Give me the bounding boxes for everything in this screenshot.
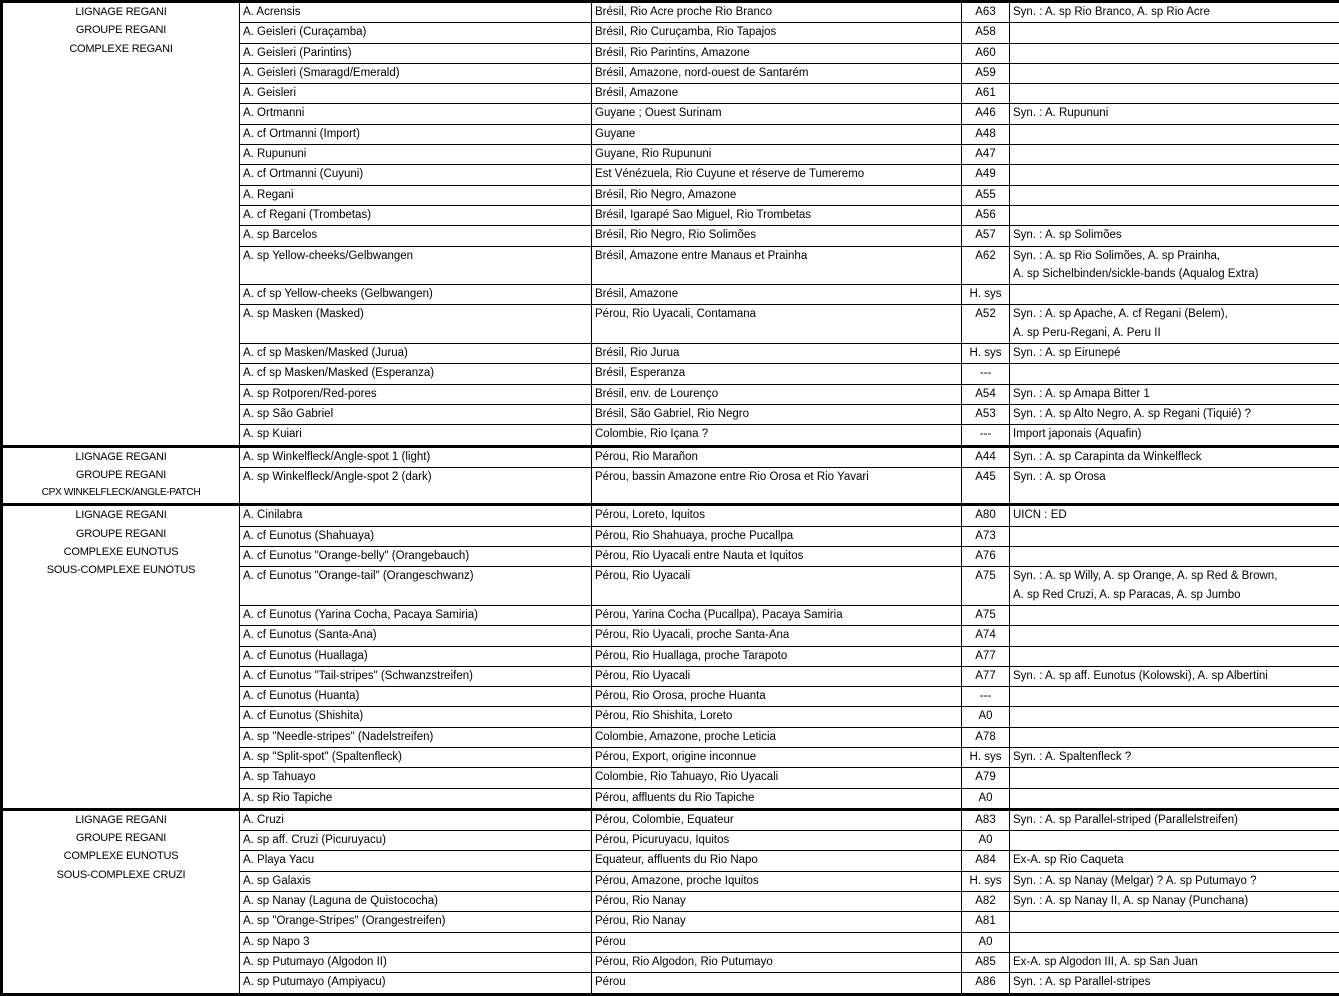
group-label-cell-cpx-winkelfleck	[2, 446, 240, 505]
origin-cell: Brésil, env. de Lourenço	[592, 384, 962, 404]
code-cell: A78	[962, 727, 1010, 747]
notes-cell	[1010, 687, 1339, 707]
notes-cell	[1010, 809, 1339, 830]
origin-cell: Brésil, Amazone	[592, 285, 962, 305]
species-name-cell: A. Ortmanni	[240, 104, 592, 124]
origin-cell: Pérou, Rio Uyacali	[592, 666, 962, 686]
species-name-cell: A. sp Galaxis	[240, 871, 592, 891]
notes-cell	[1010, 305, 1339, 344]
origin-cell: Pérou, Rio Nanay	[592, 912, 962, 932]
species-name-cell: A. Geisleri	[240, 84, 592, 104]
code-cell: A59	[962, 63, 1010, 83]
group-line: LIGNAGE REGANI	[6, 811, 236, 829]
notes-cell	[1010, 727, 1339, 747]
origin-cell: Pérou, Rio Shahuaya, proche Pucallpa	[592, 526, 962, 546]
origin-cell: Pérou, Picuruyacu, Iquitos	[592, 831, 962, 851]
notes-cell	[1010, 952, 1339, 972]
code-cell: A58	[962, 23, 1010, 43]
notes-cell	[1010, 871, 1339, 891]
notes-cell	[1010, 892, 1339, 912]
origin-cell: Brésil, Rio Negro, Rio Solimões	[592, 226, 962, 246]
group-line: COMPLEXE EUNOTUS	[6, 847, 236, 865]
notes-cell	[1010, 23, 1339, 43]
note-line: Import japonais (Aquafin)	[1013, 425, 1336, 443]
species-name-cell: A. Regani	[240, 185, 592, 205]
notes-cell	[1010, 788, 1339, 809]
notes-cell	[1010, 344, 1339, 364]
species-name-cell: A. Acrensis	[240, 2, 592, 23]
code-cell: A56	[962, 205, 1010, 225]
notes-cell	[1010, 205, 1339, 225]
notes-cell	[1010, 165, 1339, 185]
origin-cell: Guyane ; Ouest Surinam	[592, 104, 962, 124]
species-name-cell: A. cf Ortmanni (Import)	[240, 124, 592, 144]
group-line: GROUPE REGANI	[6, 466, 236, 484]
note-line: Syn. : A. sp Nanay II, A. sp Nanay (Punchana)	[1013, 892, 1336, 910]
note-line: Syn. : A. sp Orosa	[1013, 468, 1336, 486]
group-line: LIGNAGE REGANI	[6, 506, 236, 524]
origin-cell: Pérou	[592, 973, 962, 994]
notes-cell	[1010, 707, 1339, 727]
species-name-cell: A. sp Rotporen/Red-pores	[240, 384, 592, 404]
species-name-cell: A. cf sp Masken/Masked (Jurua)	[240, 344, 592, 364]
note-line: A. sp Sichelbinden/sickle-bands (Aqualog Extra)	[1013, 265, 1336, 283]
notes-cell	[1010, 104, 1339, 124]
notes-cell	[1010, 226, 1339, 246]
notes-cell	[1010, 364, 1339, 384]
origin-cell: Pérou, Yarina Cocha (Pucallpa), Pacaya Samiria	[592, 605, 962, 625]
code-cell: A57	[962, 226, 1010, 246]
species-name-cell: A. sp Putumayo (Algodon II)	[240, 952, 592, 972]
code-cell: A45	[962, 467, 1010, 505]
code-cell: A48	[962, 124, 1010, 144]
code-cell: A83	[962, 809, 1010, 830]
notes-cell	[1010, 526, 1339, 546]
group-line: LIGNAGE REGANI	[6, 448, 236, 466]
group-line: COMPLEXE REGANI	[6, 40, 236, 58]
group-line: SOUS-COMPLEXE CRUZI	[6, 866, 236, 884]
note-line: Syn. : A. sp aff. Eunotus (Kolowski), A. sp Albertini	[1013, 667, 1336, 685]
notes-cell	[1010, 285, 1339, 305]
species-name-cell: A. sp Rio Tapiche	[240, 788, 592, 809]
group-line: GROUPE REGANI	[6, 21, 236, 39]
notes-cell	[1010, 666, 1339, 686]
code-cell: A0	[962, 831, 1010, 851]
note-line: Ex-A. sp Rio Caqueta	[1013, 851, 1336, 869]
note-line: Syn. : A. Rupununi	[1013, 104, 1336, 122]
notes-cell	[1010, 246, 1339, 285]
species-name-cell: A. cf Eunotus (Huanta)	[240, 687, 592, 707]
origin-cell: Pérou, Loreto, Iquitos	[592, 505, 962, 526]
origin-cell: Pérou, Rio Huallaga, proche Tarapoto	[592, 646, 962, 666]
species-name-cell: A. sp Masken (Masked)	[240, 305, 592, 344]
origin-cell: Pérou, Rio Uyacali	[592, 567, 962, 606]
code-cell: ---	[962, 687, 1010, 707]
note-line: A. sp Red Cruzi, A. sp Paracas, A. sp Jumbo	[1013, 586, 1336, 604]
species-name-cell: A. Geisleri (Smaragd/Emerald)	[240, 63, 592, 83]
note-line: Syn. : A. sp Solimões	[1013, 226, 1336, 244]
origin-cell: Pérou, Rio Uyacali, Contamana	[592, 305, 962, 344]
code-cell: ---	[962, 425, 1010, 446]
code-cell: A85	[962, 952, 1010, 972]
origin-cell: Guyane	[592, 124, 962, 144]
table-row	[2, 809, 1339, 830]
origin-cell: Guyane, Rio Rupununi	[592, 145, 962, 165]
code-cell: A53	[962, 404, 1010, 424]
species-name-cell: A. Cinilabra	[240, 505, 592, 526]
group-label-cell-complexe-regani	[2, 2, 240, 447]
species-name-cell: A. cf Eunotus (Shahuaya)	[240, 526, 592, 546]
code-cell: A77	[962, 666, 1010, 686]
note-line: UICN : ED	[1013, 506, 1336, 524]
notes-cell	[1010, 467, 1339, 505]
species-name-cell: A. cf Eunotus (Huallaga)	[240, 646, 592, 666]
table-row	[2, 505, 1339, 526]
group-line: SOUS-COMPLEXE EUNOTUS	[6, 561, 236, 579]
species-name-cell: A. cf Eunotus (Santa-Ana)	[240, 626, 592, 646]
table-row	[2, 446, 1339, 467]
table-row	[2, 2, 1339, 23]
origin-cell: Colombie, Rio Içana ?	[592, 425, 962, 446]
note-line: Syn. : A. Spaltenfleck ?	[1013, 748, 1336, 766]
species-name-cell: A. cf Eunotus (Yarina Cocha, Pacaya Samiria)	[240, 605, 592, 625]
origin-cell: Pérou	[592, 932, 962, 952]
note-line: Syn. : A. sp Parallel-stripes	[1013, 973, 1336, 991]
note-line: Syn. : A. sp Alto Negro, A. sp Regani (Tiquié) ?	[1013, 405, 1336, 423]
origin-cell: Pérou, Rio Algodon, Rio Putumayo	[592, 952, 962, 972]
origin-cell: Brésil, Esperanza	[592, 364, 962, 384]
origin-cell: Brésil, Amazone entre Manaus et Prainha	[592, 246, 962, 285]
group-line: LIGNAGE REGANI	[6, 3, 236, 21]
notes-cell	[1010, 768, 1339, 788]
origin-cell: Pérou, Rio Nanay	[592, 892, 962, 912]
notes-cell	[1010, 626, 1339, 646]
species-name-cell: A. Geisleri (Curaçamba)	[240, 23, 592, 43]
code-cell: A81	[962, 912, 1010, 932]
group-line: GROUPE REGANI	[6, 829, 236, 847]
notes-cell	[1010, 384, 1339, 404]
species-name-cell: A. sp "Split-spot" (Spaltenfleck)	[240, 747, 592, 767]
code-cell: A49	[962, 165, 1010, 185]
note-line: Syn. : A. sp Amapa Bitter 1	[1013, 385, 1336, 403]
species-name-cell: A. cf Eunotus "Orange-tail" (Orangeschwanz)	[240, 567, 592, 606]
origin-cell: Brésil, Rio Parintins, Amazone	[592, 43, 962, 63]
notes-cell	[1010, 567, 1339, 606]
code-cell: H. sys	[962, 344, 1010, 364]
notes-cell	[1010, 43, 1339, 63]
species-name-cell: A. cf sp Masken/Masked (Esperanza)	[240, 364, 592, 384]
group-line: GROUPE REGANI	[6, 525, 236, 543]
code-cell: H. sys	[962, 871, 1010, 891]
notes-cell	[1010, 2, 1339, 23]
code-cell: A62	[962, 246, 1010, 285]
species-name-cell: A. sp Barcelos	[240, 226, 592, 246]
notes-cell	[1010, 831, 1339, 851]
code-cell: H. sys	[962, 285, 1010, 305]
notes-cell	[1010, 185, 1339, 205]
table-body	[2, 2, 1339, 995]
species-name-cell: A. Rupununi	[240, 145, 592, 165]
origin-cell: Brésil, Igarapé Sao Miguel, Rio Trombetas	[592, 205, 962, 225]
origin-cell: Brésil, Rio Jurua	[592, 344, 962, 364]
notes-cell	[1010, 124, 1339, 144]
code-cell: A74	[962, 626, 1010, 646]
species-name-cell: A. sp Tahuayo	[240, 768, 592, 788]
origin-cell: Pérou, Rio Uyacali entre Nauta et Iquitos	[592, 547, 962, 567]
species-name-cell: A. Geisleri (Parintins)	[240, 43, 592, 63]
origin-cell: Equateur, affluents du Rio Napo	[592, 851, 962, 871]
note-line: Syn. : A. sp Rio Branco, A. sp Rio Acre	[1013, 3, 1336, 21]
origin-cell: Pérou, Rio Marañon	[592, 446, 962, 467]
species-name-cell: A. sp Winkelfleck/Angle-spot 2 (dark)	[240, 467, 592, 505]
origin-cell: Brésil, Amazone, nord-ouest de Santarém	[592, 63, 962, 83]
code-cell: A82	[962, 892, 1010, 912]
group-line: CPX WINKELFLECK/ANGLE-PATCH	[6, 484, 236, 502]
origin-cell: Pérou, affluents du Rio Tapiche	[592, 788, 962, 809]
origin-cell: Brésil, Amazone	[592, 84, 962, 104]
code-cell: A73	[962, 526, 1010, 546]
species-name-cell: A. sp "Needle-stripes" (Nadelstreifen)	[240, 727, 592, 747]
species-name-cell: A. Playa Yacu	[240, 851, 592, 871]
note-line: Syn. : A. sp Carapinta da Winkelfleck	[1013, 448, 1336, 466]
species-name-cell: A. sp Putumayo (Ampiyacu)	[240, 973, 592, 994]
code-cell: A79	[962, 768, 1010, 788]
origin-cell: Pérou, Rio Orosa, proche Huanta	[592, 687, 962, 707]
species-name-cell: A. cf Eunotus "Tail-stripes" (Schwanzstreifen)	[240, 666, 592, 686]
code-cell: A84	[962, 851, 1010, 871]
notes-cell	[1010, 973, 1339, 994]
note-line: Syn. : A. sp Parallel-striped (Parallelstreifen)	[1013, 811, 1336, 829]
species-name-cell: A. sp Kuiari	[240, 425, 592, 446]
code-cell: A80	[962, 505, 1010, 526]
group-label-cell-sous-complexe-cruzi	[2, 809, 240, 994]
code-cell: A47	[962, 145, 1010, 165]
code-cell: A54	[962, 384, 1010, 404]
origin-cell: Brésil, Rio Acre proche Rio Branco	[592, 2, 962, 23]
notes-cell	[1010, 505, 1339, 526]
origin-cell: Pérou, Rio Uyacali, proche Santa-Ana	[592, 626, 962, 646]
species-name-cell: A. sp aff. Cruzi (Picuruyacu)	[240, 831, 592, 851]
note-line: A. sp Peru-Regani, A. Peru II	[1013, 324, 1336, 342]
code-cell: A44	[962, 446, 1010, 467]
species-name-cell: A. sp Yellow-cheeks/Gelbwangen	[240, 246, 592, 285]
origin-cell: Brésil, Rio Negro, Amazone	[592, 185, 962, 205]
note-line: Syn. : A. sp Willy, A. sp Orange, A. sp Red & Brown,	[1013, 567, 1336, 585]
origin-cell: Pérou, Amazone, proche Iquitos	[592, 871, 962, 891]
code-cell: A76	[962, 547, 1010, 567]
notes-cell	[1010, 63, 1339, 83]
note-line: Ex-A. sp Algodon III, A. sp San Juan	[1013, 953, 1336, 971]
note-line: Syn. : A. sp Nanay (Melgar) ? A. sp Putumayo ?	[1013, 872, 1336, 890]
code-cell: A46	[962, 104, 1010, 124]
species-name-cell: A. sp São Gabriel	[240, 404, 592, 424]
code-cell: A75	[962, 605, 1010, 625]
code-cell: A0	[962, 788, 1010, 809]
code-cell: A52	[962, 305, 1010, 344]
origin-cell: Colombie, Amazone, proche Leticia	[592, 727, 962, 747]
species-name-cell: A. cf Eunotus "Orange-belly" (Orangebauch)	[240, 547, 592, 567]
code-cell: A55	[962, 185, 1010, 205]
code-cell: A61	[962, 84, 1010, 104]
origin-cell: Pérou, Rio Shishita, Loreto	[592, 707, 962, 727]
notes-cell	[1010, 425, 1339, 446]
notes-cell	[1010, 547, 1339, 567]
note-line: Syn. : A. sp Apache, A. cf Regani (Belem),	[1013, 305, 1336, 323]
species-name-cell: A. sp Nanay (Laguna de Quistococha)	[240, 892, 592, 912]
code-cell: A60	[962, 43, 1010, 63]
notes-cell	[1010, 84, 1339, 104]
notes-cell	[1010, 747, 1339, 767]
notes-cell	[1010, 404, 1339, 424]
species-name-cell: A. sp "Orange-Stripes" (Orangestreifen)	[240, 912, 592, 932]
origin-cell: Brésil, São Gabriel, Rio Negro	[592, 404, 962, 424]
origin-cell: Est Vénézuela, Rio Cuyune et réserve de Tumeremo	[592, 165, 962, 185]
code-cell: A0	[962, 707, 1010, 727]
notes-cell	[1010, 851, 1339, 871]
origin-cell: Pérou, Colombie, Equateur	[592, 809, 962, 830]
origin-cell: Pérou, Export, origine inconnue	[592, 747, 962, 767]
notes-cell	[1010, 646, 1339, 666]
note-line: Syn. : A. sp Rio Solimões, A. sp Prainha,	[1013, 247, 1336, 265]
notes-cell	[1010, 446, 1339, 467]
species-name-cell: A. Cruzi	[240, 809, 592, 830]
note-line: Syn. : A. sp Eirunepé	[1013, 344, 1336, 362]
origin-cell: Brésil, Rio Curuçamba, Rio Tapajos	[592, 23, 962, 43]
species-name-cell: A. cf Regani (Trombetas)	[240, 205, 592, 225]
species-name-cell: A. cf sp Yellow-cheeks (Gelbwangen)	[240, 285, 592, 305]
species-name-cell: A. cf Eunotus (Shishita)	[240, 707, 592, 727]
notes-cell	[1010, 145, 1339, 165]
code-cell: A77	[962, 646, 1010, 666]
origin-cell: Pérou, bassin Amazone entre Rio Orosa et Rio Yavari	[592, 467, 962, 505]
code-cell: A86	[962, 973, 1010, 994]
group-line: COMPLEXE EUNOTUS	[6, 543, 236, 561]
species-name-cell: A. sp Napo 3	[240, 932, 592, 952]
notes-cell	[1010, 605, 1339, 625]
code-cell: A63	[962, 2, 1010, 23]
code-cell: A0	[962, 932, 1010, 952]
group-label-cell-sous-complexe-eunotus	[2, 505, 240, 809]
notes-cell	[1010, 932, 1339, 952]
species-name-cell: A. cf Ortmanni (Cuyuni)	[240, 165, 592, 185]
code-cell: ---	[962, 364, 1010, 384]
notes-cell	[1010, 912, 1339, 932]
species-name-cell: A. sp Winkelfleck/Angle-spot 1 (light)	[240, 446, 592, 467]
code-cell: A75	[962, 567, 1010, 606]
code-cell: H. sys	[962, 747, 1010, 767]
origin-cell: Colombie, Rio Tahuayo, Rio Uyacali	[592, 768, 962, 788]
